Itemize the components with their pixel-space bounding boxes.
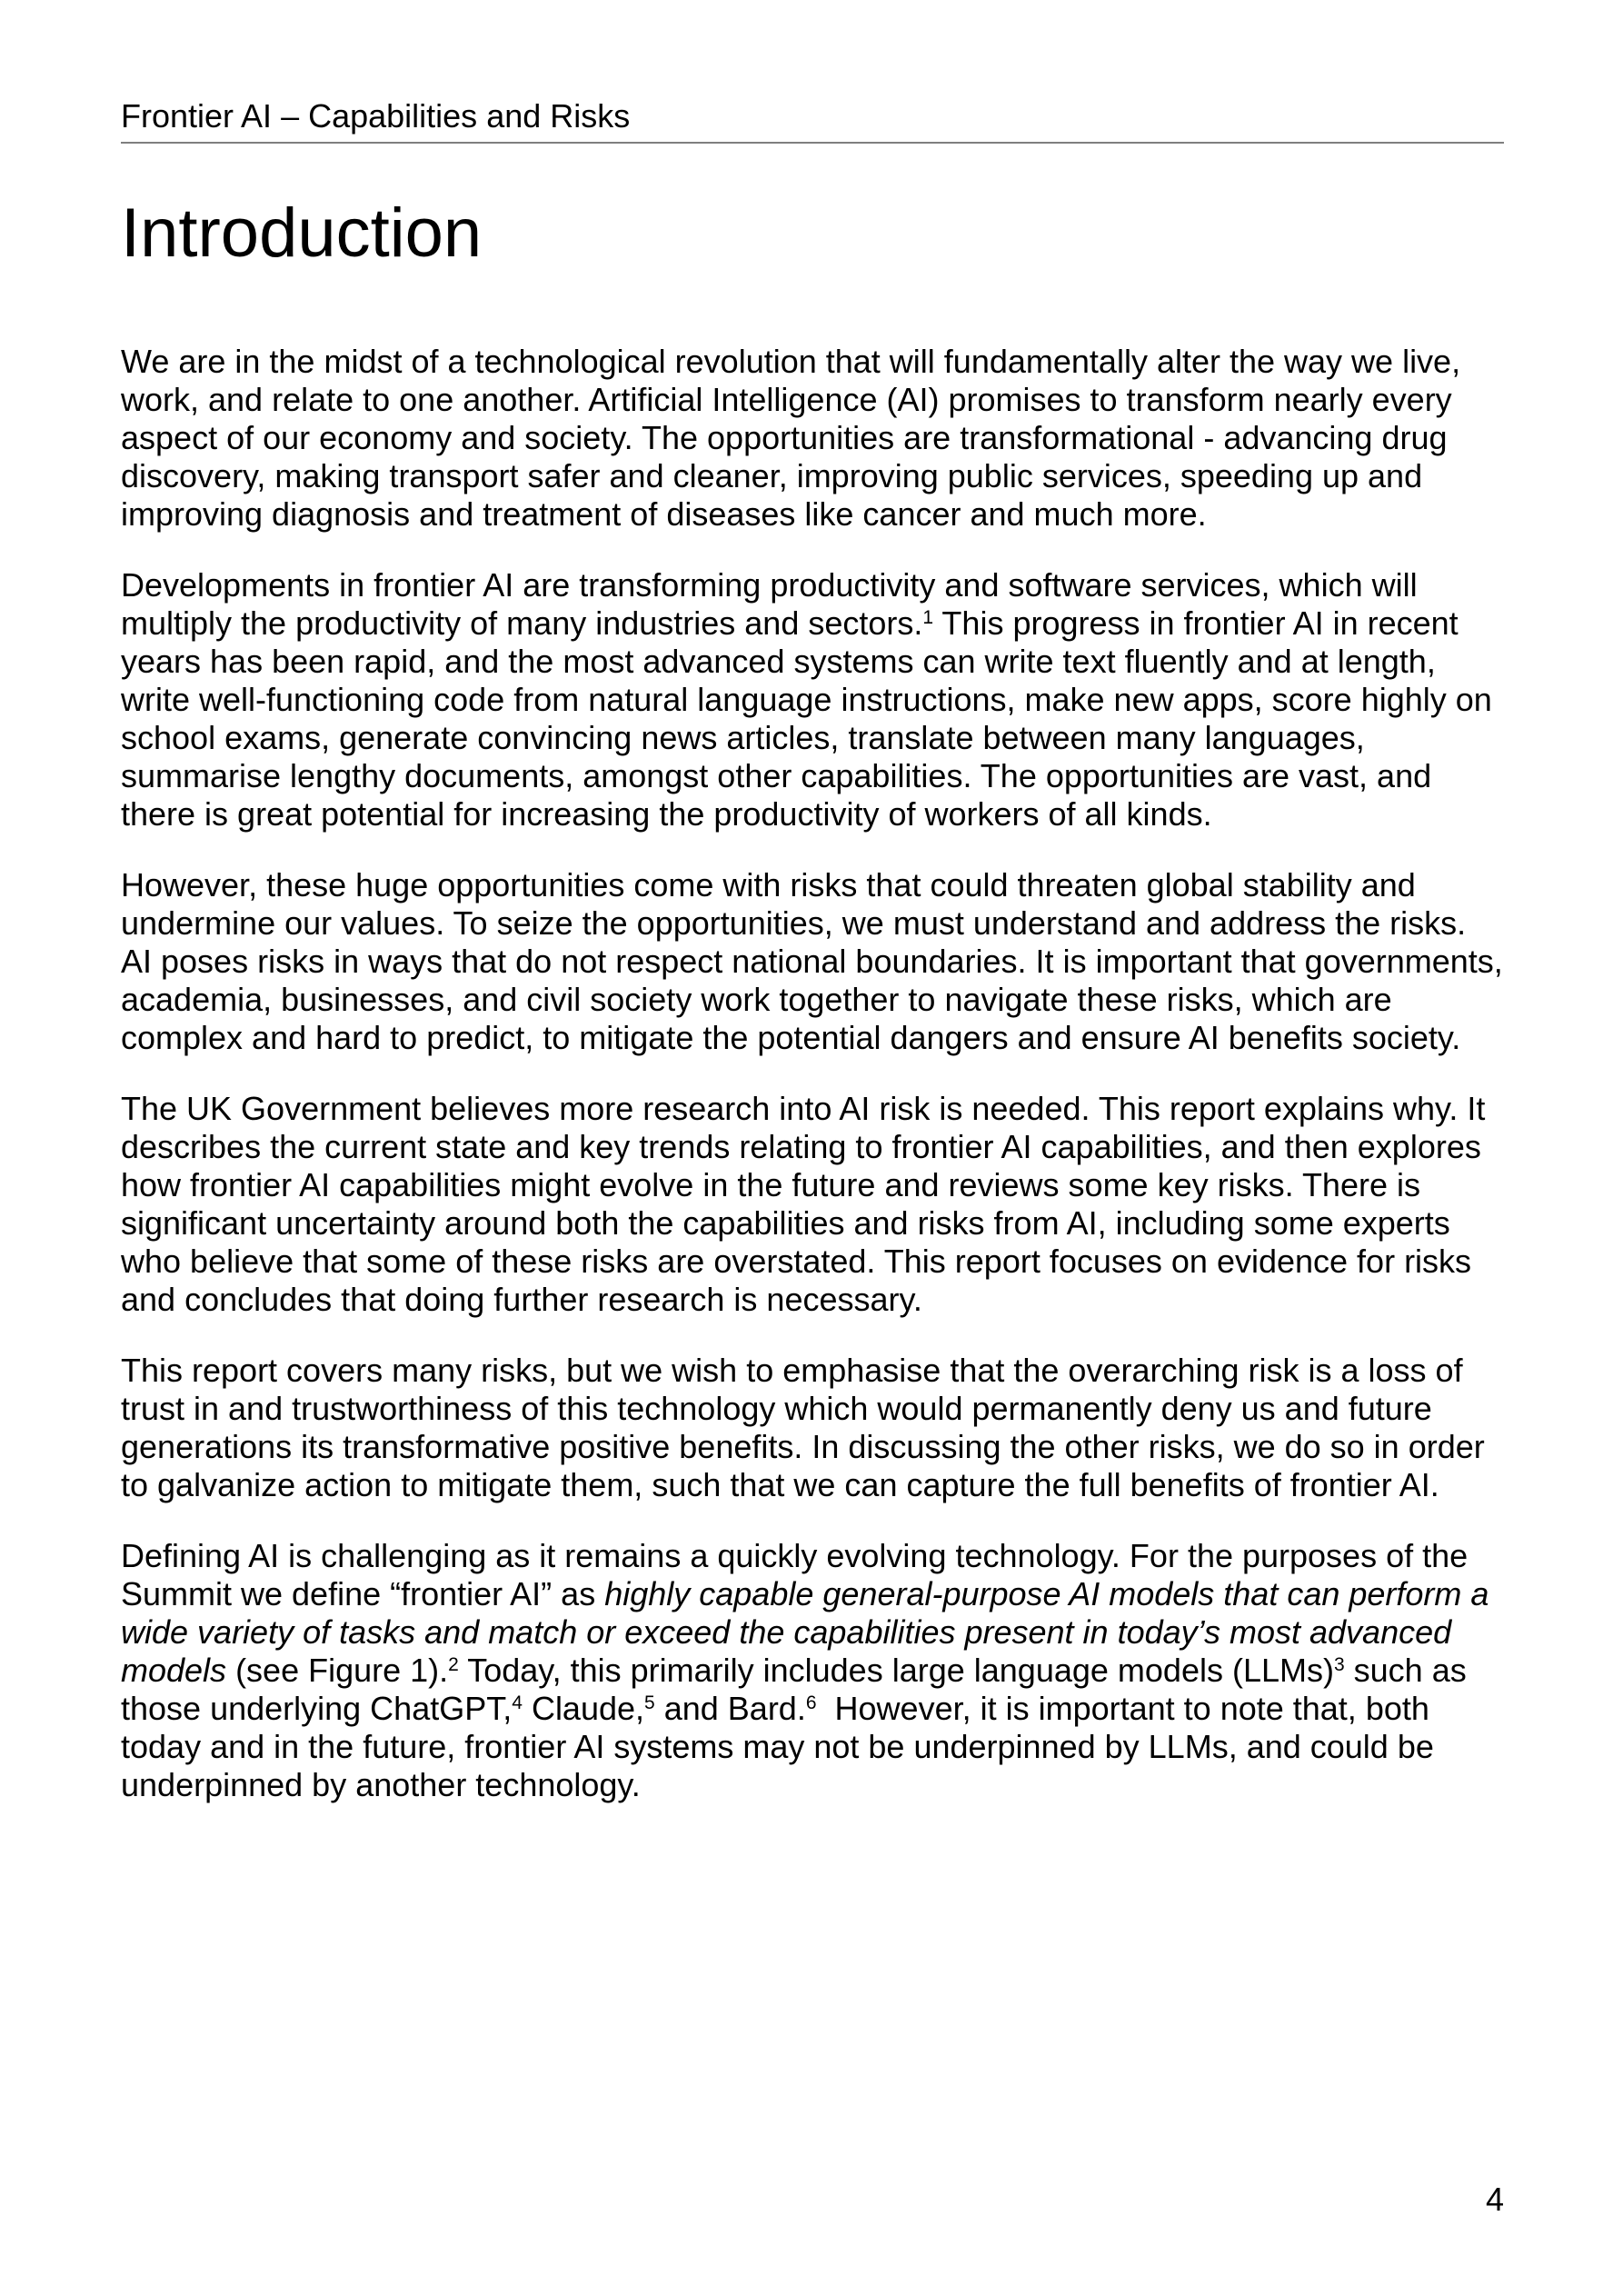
text-run: such as those underlying ChatGPT, [121, 1652, 1467, 1727]
text-run: Claude, [522, 1690, 645, 1727]
text-run: and Bard. [654, 1690, 806, 1727]
text-run: Defining AI is challenging as it remains a quickly evolving technology. For the purposes of the Summit we define “frontier AI” as [121, 1537, 1469, 1612]
page-number: 4 [1485, 2181, 1504, 2218]
footnote-reference: 4 [512, 1692, 523, 1713]
body-paragraph [121, 1090, 1504, 1319]
running-header: Frontier AI – Capabilities and Risks [121, 97, 631, 135]
text-run: (see Figure 1). [226, 1652, 449, 1689]
footnote-reference: 6 [805, 1692, 817, 1713]
page-title: Introduction [121, 195, 483, 272]
text-run: Today, this primarily includes large language models (LLMs) [458, 1652, 1334, 1689]
text-run: This progress in frontier AI in recent years has been rapid, and the most advanced systems can write text fluently and at length, write well-functioning code from natural language instructions, make new apps, score highly on school exams, generate convincing news articles, translate between many languages, summarise lengthy documents, amongst other capabilities. The opportunities are vast, and there is great potential for increasing the productivity of workers of all kinds. [121, 604, 1492, 833]
text-run: We are in the midst of a technological revolution that will fundamentally alter the way we live, work, and relate to one another. Artificial Intelligence (AI) promises to transform nearly every aspect of our economy and society. The opportunities are transformational - advancing drug discovery, making transport safer and cleaner, improving public services, speeding up and improving diagnosis and treatment of diseases like cancer and much more. [121, 343, 1461, 533]
text-run: Developments in frontier AI are transforming productivity and software services, which will multiply the productivity of many industries and sectors. [121, 566, 1418, 642]
text-run: This report covers many risks, but we wish to emphasise that the overarching risk is a loss of trust in and trustworthiness of this technology which would permanently deny us and future generations its transformative positive benefits. In discussing the other risks, we do so in order to galvanize action to mitigate them, such that we can capture the full benefits of frontier AI. [121, 1352, 1485, 1503]
body-paragraph [121, 566, 1504, 834]
text-run: However, these huge opportunities come with risks that could threaten global stability and undermine our values. To seize the opportunities, we must understand and address the risks. AI poses risks in ways that do not respect national boundaries. It is important that governments, academia, businesses, and civil society work together to navigate these risks, which are complex and hard to predict, to mitigate the potential dangers and ensure AI benefits society. [121, 866, 1503, 1056]
document-body [121, 343, 1504, 1804]
text-run: highly capable general-purpose AI models that can perform a wide variety of tasks and match or exceed the capabilities present in today’s most advanced models [121, 1575, 1489, 1689]
footnote-reference: 2 [448, 1654, 459, 1675]
footnote-reference: 1 [922, 607, 934, 628]
text-run: However, it is important to note that, both today and in the future, frontier AI systems may not be underpinned by LLMs, and could be underpinned by another technology. [121, 1690, 1434, 1803]
text-run: The UK Government believes more research into AI risk is needed. This report explains why. It describes the current state and key trends relating to frontier AI capabilities, and then explores how frontier AI capabilities might evolve in the future and reviews some key risks. There is significant uncertainty around both the capabilities and risks from AI, including some experts who believe that some of these risks are overstated. This report focuses on evidence for risks and concludes that doing further research is necessary. [121, 1090, 1486, 1318]
footnote-reference: 5 [644, 1692, 655, 1713]
body-paragraph [121, 1537, 1504, 1804]
header-divider [121, 142, 1504, 144]
body-paragraph [121, 343, 1504, 534]
body-paragraph [121, 866, 1504, 1057]
body-paragraph [121, 1352, 1504, 1504]
footnote-reference: 3 [1333, 1654, 1345, 1675]
